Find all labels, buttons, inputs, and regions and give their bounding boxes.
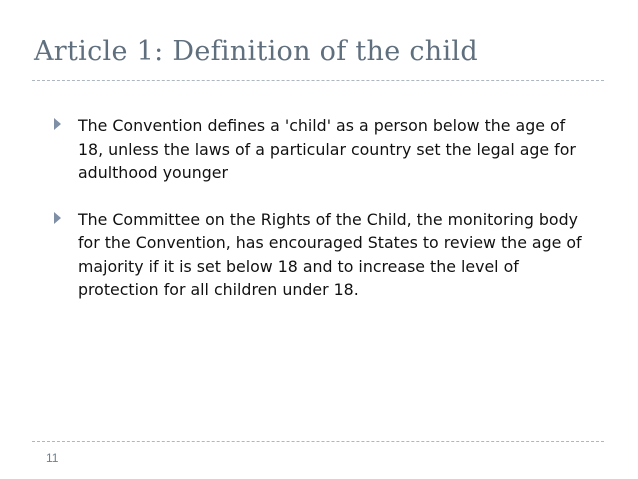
triangle-bullet-icon	[54, 212, 61, 224]
bullet-item	[54, 114, 594, 185]
bullet-text: The Committee on the Rights of the Child, the monitoring body for the Convention, has encouraged States to review the age of majority if it is set below 18 and to increase the level of protection for all children under 18.	[78, 209, 582, 299]
bullet-list	[54, 114, 594, 325]
footer-divider	[32, 441, 604, 442]
page-number: 11	[46, 451, 59, 465]
title-divider	[32, 80, 604, 81]
triangle-bullet-icon	[54, 118, 61, 130]
bullet-item	[54, 208, 594, 302]
bullet-text: The Convention defines a 'child' as a person below the age of 18, unless the laws of a particular country set the legal age for adulthood younger	[78, 116, 576, 182]
slide-title: Article 1: Definition of the child	[34, 36, 478, 67]
